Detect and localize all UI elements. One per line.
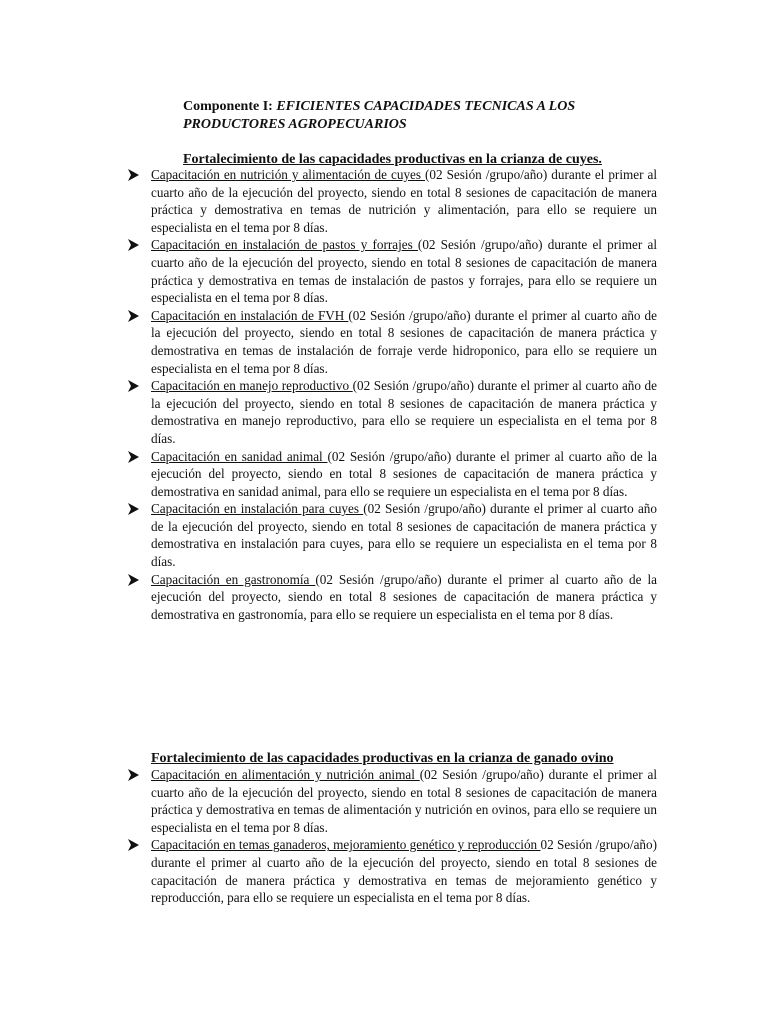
arrow-bullet-icon	[126, 238, 140, 252]
list-item	[151, 836, 657, 906]
item-topic: Capacitación en temas ganaderos, mejoramiento genético y reproducción	[151, 837, 541, 853]
item-description: 02 Sesión /grupo/año) durante el primer al cuarto año de la ejecución del proyecto, siendo en total 8 sesiones de capacitación de manera práctica y demostrativa en temas de mejoramiento genético y reproducción, para ello se requiere un especialista en el tema por 8 días.	[151, 837, 658, 906]
item-description: (02 Sesión /grupo/año) durante el primer al cuarto año de la ejecución del proyecto, siendo en total 8 sesiones de capacitación de manera práctica y demostrativa en temas de instalación de pastos y forrajes, para ello se requiere un especialista en el tema por 8 días.	[151, 237, 657, 306]
item-description: (02 Sesión /grupo/año) durante el primer al cuarto año de la ejecución del proyecto, siendo en total 8 sesiones de capacitación de manera práctica y demostrativa en temas de instalación de forraje verde hidroponico, para ello se requiere un especialista en el tema por 8 días.	[151, 307, 657, 376]
list-item	[151, 571, 657, 624]
bullet-list-cuyes	[151, 166, 657, 623]
arrow-bullet-icon	[126, 450, 140, 464]
arrow-bullet-icon	[126, 309, 140, 323]
section-title-ovino: Fortalecimiento de las capacidades productivas en la crianza de ganado ovino	[151, 751, 614, 766]
item-topic: Capacitación en sanidad animal	[151, 448, 328, 464]
item-description: (02 Sesión /grupo/año) durante el primer al cuarto año de la ejecución del proyecto, siendo en total 8 sesiones de capacitación de manera práctica y demostrativa en gastronomía, para ello se requiere un especialista en el tema por 8 días.	[151, 571, 657, 622]
item-description: (02 Sesión /grupo/año) durante el primer al cuarto año de la ejecución del proyecto, siendo en total 8 sesiones de capacitación de manera práctica y demostrativa en temas de nutrición y alimentación, para ello se requiere un especialista en el tema por 8 días.	[151, 167, 657, 235]
list-item	[151, 500, 657, 570]
item-description: (02 Sesión /grupo/año) durante el primer al cuarto año de la ejecución del proyecto, siendo en total 8 sesiones de capacitación de manera práctica y demostrativa en instalación para cuyes, para ello se requiere un especialista en el tema por 8 días.	[151, 501, 657, 570]
list-item	[151, 236, 657, 306]
item-description: (02 Sesión /grupo/año) durante el primer al cuarto año de la ejecución del proyecto, siendo en total 8 sesiones de capacitación de manera práctica y demostrativa en temas de alimentación y nutrición en ovinos, para ello se requiere un especialista en el tema por 8 días.	[151, 767, 657, 835]
arrow-bullet-icon	[126, 768, 140, 782]
item-topic: Capacitación en instalación para cuyes	[151, 501, 364, 517]
item-topic: Capacitación en gastronomía	[151, 571, 316, 587]
item-topic: Capacitación en manejo reproductivo	[151, 378, 353, 394]
arrow-bullet-icon	[126, 838, 140, 852]
arrow-bullet-icon	[126, 573, 140, 587]
list-item	[151, 166, 657, 236]
component-heading	[183, 98, 653, 134]
heading-title: EFICIENTES CAPACIDADES TECNICAS A LOS PRODUCTORES AGROPECUARIOS	[183, 99, 576, 132]
list-item	[151, 377, 657, 447]
arrow-bullet-icon	[126, 379, 140, 393]
section-title-cuyes: Fortalecimiento de las capacidades productivas en la crianza de cuyes.	[183, 152, 602, 167]
bullet-list-ovino	[151, 766, 657, 907]
arrow-bullet-icon	[126, 502, 140, 516]
item-topic: Capacitación en instalación de FVH	[151, 307, 349, 323]
heading-prefix: Componente I:	[183, 99, 277, 114]
list-item	[151, 766, 657, 836]
item-topic: Capacitación en instalación de pastos y forrajes	[151, 237, 418, 253]
item-description: (02 Sesión /grupo/año) durante el primer al cuarto año de la ejecución del proyecto, siendo en total 8 sesiones de capacitación de manera práctica y demostrativa en sanidad animal, para ello se requiere un especialista en el tema por 8 días.	[151, 448, 658, 499]
item-topic: Capacitación en alimentación y nutrición animal	[151, 767, 420, 782]
item-description: (02 Sesión /grupo/año) durante el primer al cuarto año de la ejecución del proyecto, siendo en total 8 sesiones de capacitación de manera práctica y demostrativa en manejo reproductivo, para ello se requiere un especialista en el tema por 8 días.	[151, 378, 657, 446]
arrow-bullet-icon	[126, 168, 140, 182]
list-item	[151, 448, 657, 501]
item-topic: Capacitación en nutrición y alimentación de cuyes	[151, 167, 426, 182]
list-item	[151, 307, 657, 377]
